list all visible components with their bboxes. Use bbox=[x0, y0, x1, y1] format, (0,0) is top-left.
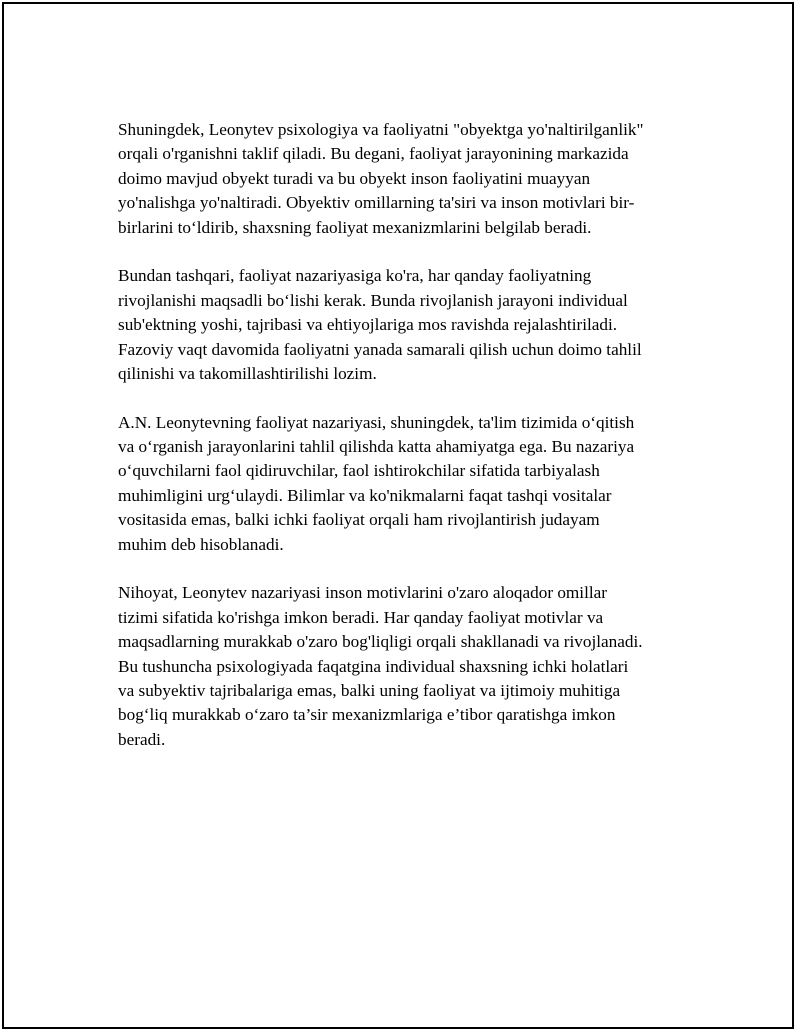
text-line: doimo mavjud obyekt turadi va bu obyekt inson faoliyatini muayyan bbox=[118, 168, 591, 188]
text-line: Fazoviy vaqt davomida faoliyatni yanada samarali qilish uchun doimo tahlil bbox=[118, 339, 642, 359]
text-line: va subyektiv tajribalariga emas, balki uning faoliyat va ijtimoiy muhitiga bbox=[118, 680, 621, 700]
text-line: vositasida emas, balki ichki faoliyat orqali ham rivojlantirish judayam bbox=[118, 510, 600, 530]
text-line: maqsadlarning murakkab o'zaro bog'liqligi orqali shakllanadi va rivojlanadi. bbox=[118, 632, 643, 652]
text-line: orqali o'rganishni taklif qiladi. Bu degani, faoliyat jarayonining markazida bbox=[118, 144, 629, 164]
text-line: muhimligini urg‘ulaydi. Bilimlar va ko'nikmalarni faqat tashqi vositalar bbox=[118, 485, 612, 505]
text-line: tizimi sifatida ko'rishga imkon beradi. Har qanday faoliyat motivlar va bbox=[118, 607, 604, 627]
text-line: Shuningdek, Leonytev psixologiya va faoliyatni "obyektga yo'naltirilganlik" bbox=[118, 120, 644, 139]
text-line: beradi. bbox=[118, 729, 166, 749]
text-line: o‘quvchilarni faol qidiruvchilar, faol ishtirokchilar sifatida tarbiyalash bbox=[118, 461, 600, 481]
text-line: Bundan tashqari, faoliyat nazariyasiga ko'ra, har qanday faoliyatning bbox=[118, 266, 592, 286]
text-line: qilinishi va takomillashtirilishi lozim. bbox=[118, 363, 377, 383]
text-line: Nihoyat, Leonytev nazariyasi inson motivlarini o'zaro aloqador omillar bbox=[118, 583, 607, 603]
text-line: va o‘rganish jarayonlarini tahlil qilishda katta ahamiyatga ega. Bu nazariya bbox=[118, 437, 635, 457]
text-line: A.N. Leonytevning faoliyat nazariyasi, shuningdek, ta'lim tizimida o‘qitish bbox=[118, 412, 635, 432]
text-line: sub'ektning yoshi, tajribasi va ehtiyojlariga mos ravishda rejalashtiriladi. bbox=[118, 315, 618, 335]
text-line: rivojlanishi maqsadli bo‘lishi kerak. Bunda rivojlanish jarayoni individual bbox=[118, 290, 628, 310]
document-body bbox=[118, 118, 674, 777]
text-line: birlarini to‘ldirib, shaxsning faoliyat mexanizmlarini belgilab beradi. bbox=[118, 217, 592, 237]
text-line: muhim deb hisoblanadi. bbox=[118, 534, 284, 554]
text-line: Bu tushuncha psixologiyada faqatgina individual shaxsning ichki holatlari bbox=[118, 656, 629, 676]
paragraph-3 bbox=[118, 411, 674, 557]
text-line: bog‘liq murakkab o‘zaro ta’sir mexanizmlariga e’tibor qaratishga imkon bbox=[118, 705, 616, 725]
text-line: yo'nalishga yo'naltiradi. Obyektiv omillarning ta'siri va inson motivlari bir- bbox=[118, 193, 635, 213]
paragraph-1 bbox=[118, 118, 674, 240]
paragraph-2 bbox=[118, 264, 674, 386]
paragraph-4 bbox=[118, 581, 674, 752]
